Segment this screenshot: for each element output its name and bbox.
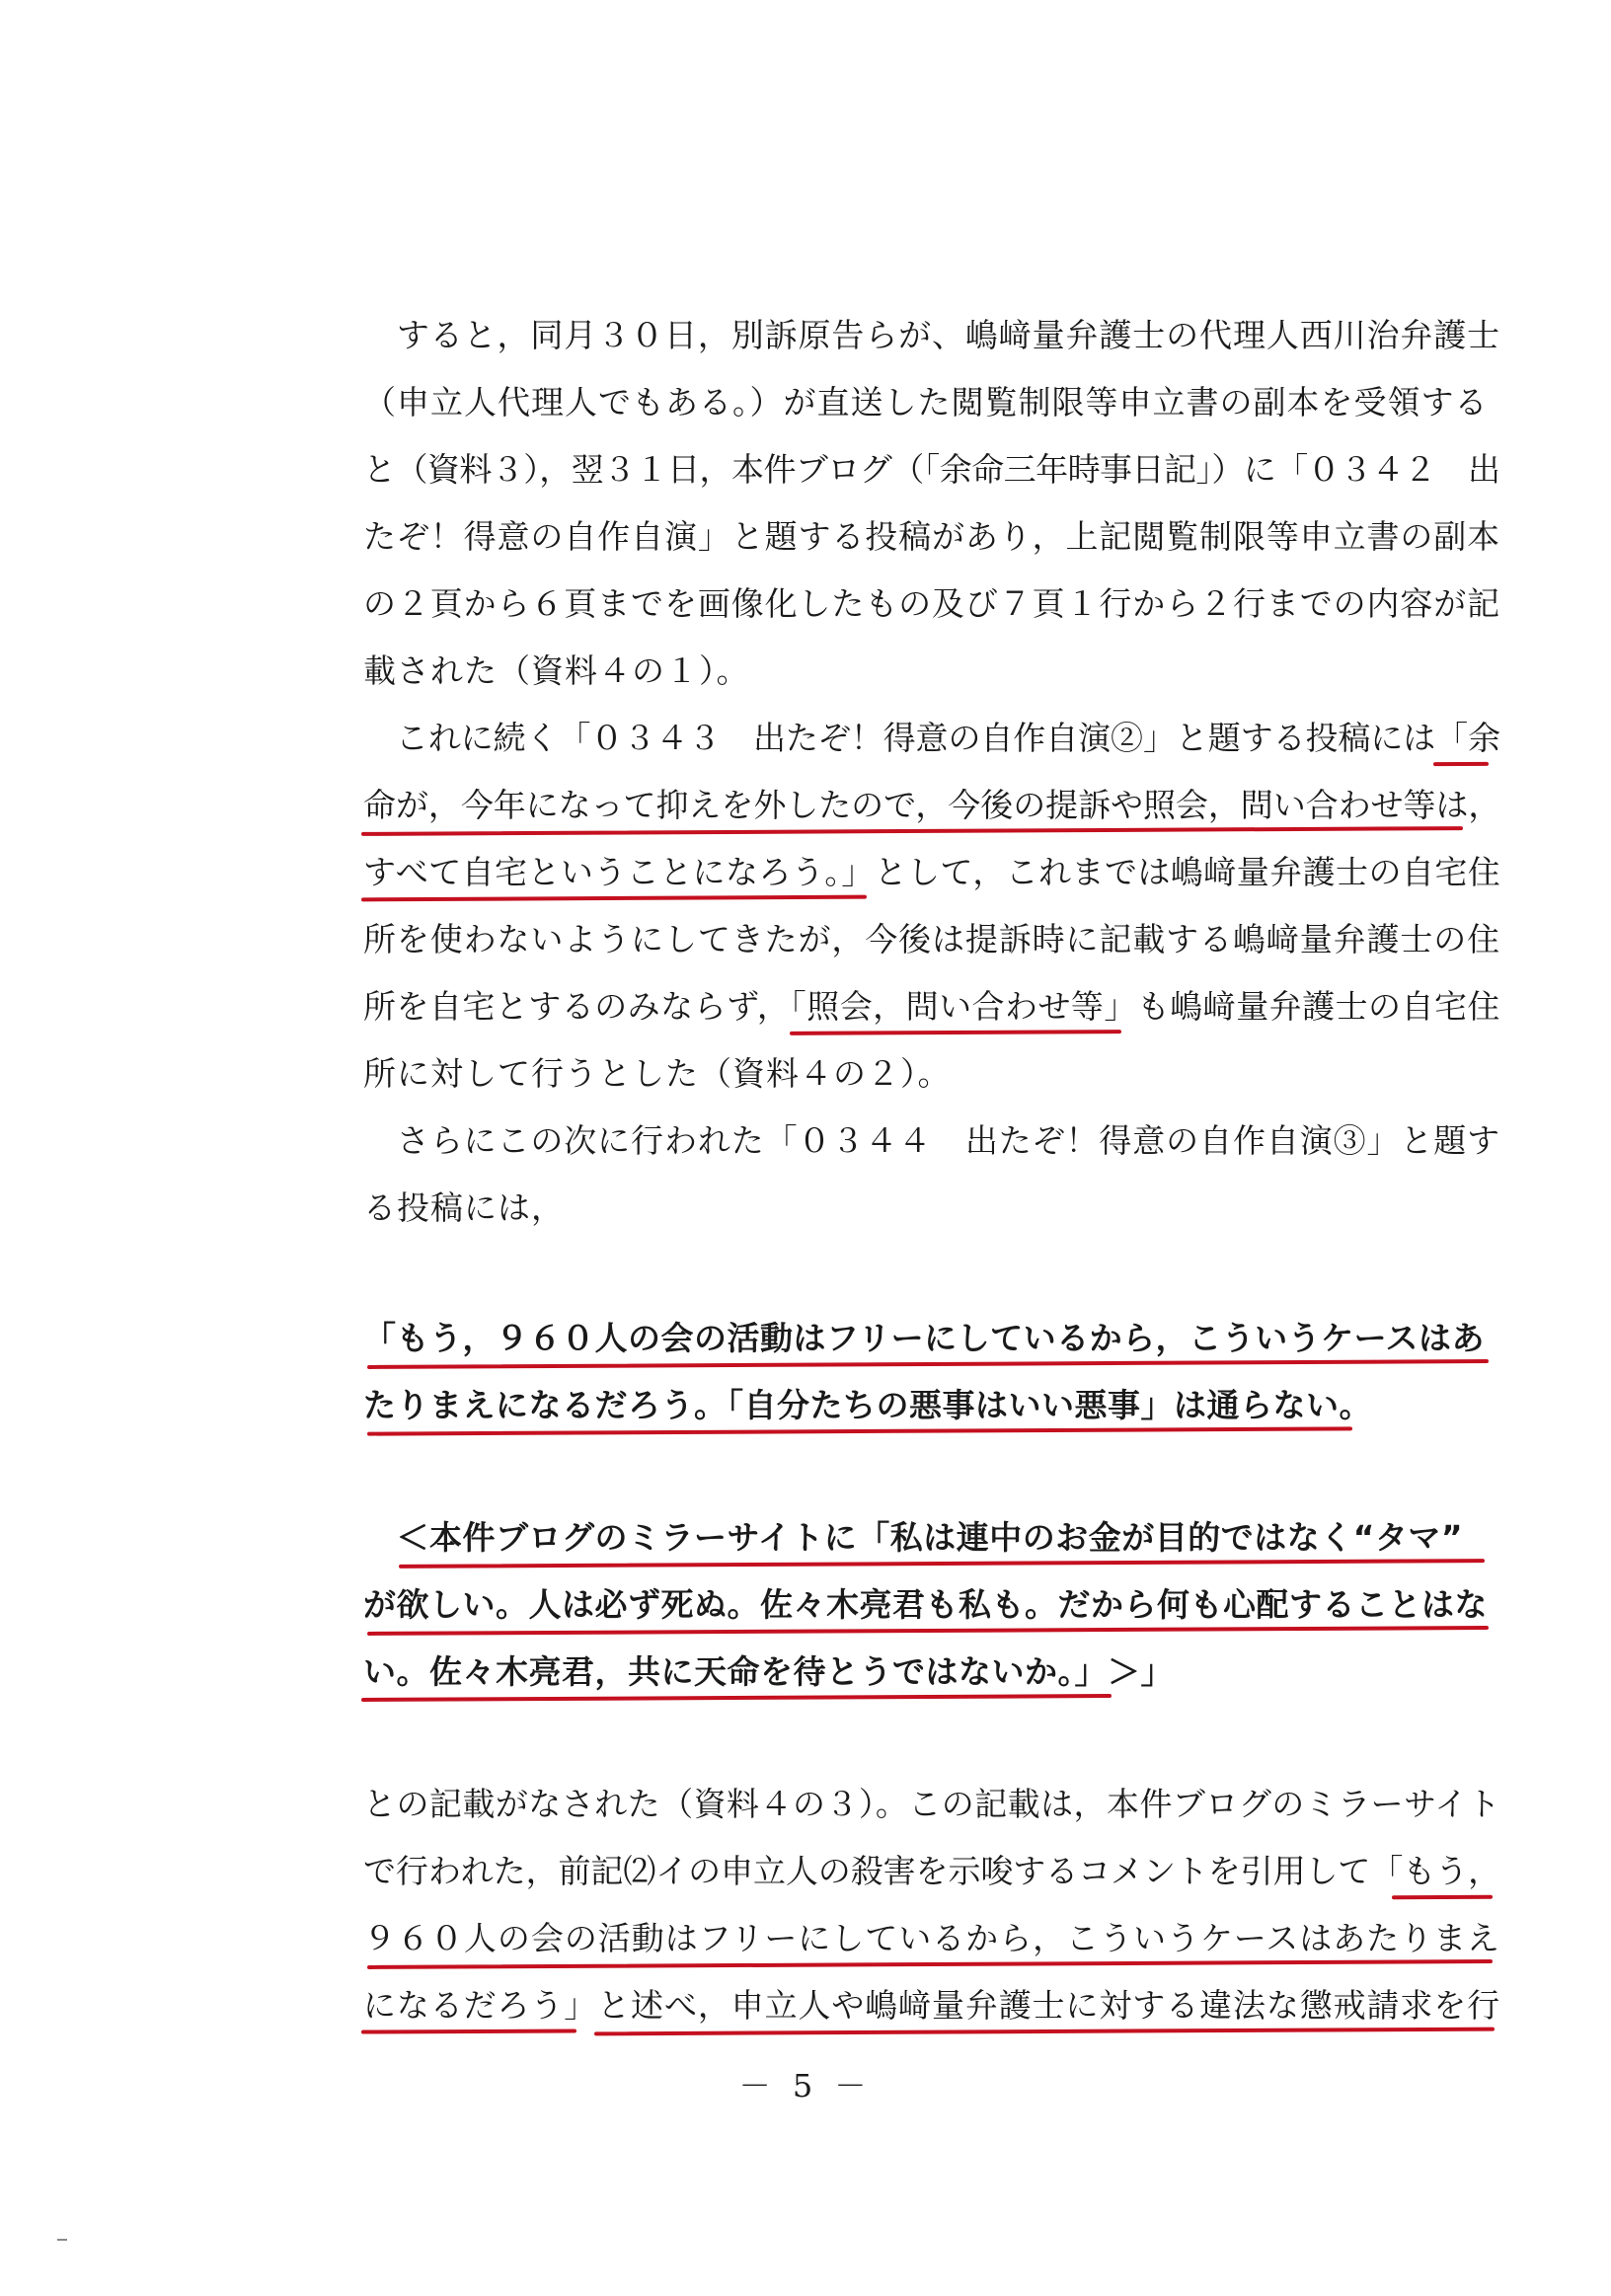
red-underline-mark: [367, 1359, 1489, 1369]
quote-line: い。佐々木亮君，共に天命を待とうではないか。」＞」: [363, 1652, 1174, 1691]
quote-line: が欲しい。人は必ず死ぬ。佐々木亮君も私も。だから何も心配することはな: [363, 1585, 1488, 1624]
red-underline-mark: [790, 1030, 1121, 1035]
quote-line: ＜本件ブログのミラーサイトに「私は連中のお金が目的ではなく“タマ”: [363, 1518, 1464, 1557]
text-line: る投稿には，: [363, 1188, 565, 1227]
text-line: 命が，今年になって抑えを外したので，今後の提訴や照会，問い合わせ等は，: [363, 786, 1501, 824]
text-line: すべて自宅ということになろう。」として，これまでは嶋﨑量弁護士の自宅住: [363, 853, 1501, 891]
text-line: になるだろう」と述べ，申立人や嶋﨑量弁護士に対する違法な懲戒請求を行: [363, 1986, 1500, 2025]
red-underline-mark: [399, 1559, 1485, 1569]
text-line: 所を使わないようにしてきたが，今後は提訴時に記載する嶋﨑量弁護士の住: [363, 920, 1500, 958]
text-line: 所を自宅とするのみならず，「照会，問い合わせ等」も嶋﨑量弁護士の自宅住: [363, 987, 1500, 1026]
red-underline-mark: [361, 826, 1463, 836]
text-line: 所に対して行うとした（資料４の２）。: [363, 1054, 952, 1093]
text-line: 載された（資料４の１）。: [363, 651, 750, 690]
red-underline-mark: [594, 2028, 1495, 2036]
quote-line: 「もう，９６０人の会の活動はフリーにしているから，こういうケースはあ: [363, 1319, 1486, 1357]
red-underline-mark: [361, 2028, 576, 2033]
text-line: これに続く「０３４３ 出たぞ！得意の自作自演②」と題する投稿には「余: [363, 719, 1501, 757]
red-underline-mark: [367, 1959, 1493, 1969]
red-underline-mark: [1392, 1895, 1493, 1900]
text-line: と（資料３），翌３１日，本件ブログ（「余命三年時事日記」）に「０３４２ 出: [363, 450, 1500, 489]
text-line: で行われた，前記⑵イの申立人の殺害を示唆するコメントを引用して「もう，: [363, 1852, 1501, 1890]
quote-line: たりまえになるだろう。「自分たちの悪事はいい悪事」は通らない。: [363, 1386, 1372, 1424]
text-line: との記載がなされた（資料４の３）。この記載は，本件ブログのミラーサイト: [363, 1785, 1501, 1823]
text-line: の２頁から６頁までを画像化したもの及び７頁１行から２行までの内容が記: [363, 584, 1500, 623]
page-number: － 5 －: [738, 2067, 873, 2105]
text-line: たぞ！得意の自作自演」と題する投稿があり，上記閲覧制限等申立書の副本: [363, 517, 1500, 556]
text-line: すると，同月３０日，別訴原告らが、嶋﨑量弁護士の代理人西川治弁護士: [363, 316, 1500, 354]
red-underline-mark: [367, 1626, 1489, 1636]
text-line: （申立人代理人でもある。）が直送した閲覧制限等申立書の副本を受領する: [363, 383, 1489, 421]
red-underline-mark: [367, 1426, 1352, 1435]
text-line: ９６０人の会の活動はフリーにしているから，こういうケースはあたりまえ: [363, 1919, 1501, 1957]
text-line: さらにこの次に行われた「０３４４ 出たぞ！得意の自作自演③」と題す: [363, 1121, 1500, 1160]
red-underline-mark: [1433, 762, 1489, 766]
scan-speck: [57, 2239, 67, 2241]
red-underline-mark: [361, 1694, 1112, 1702]
red-underline-mark: [361, 895, 867, 902]
